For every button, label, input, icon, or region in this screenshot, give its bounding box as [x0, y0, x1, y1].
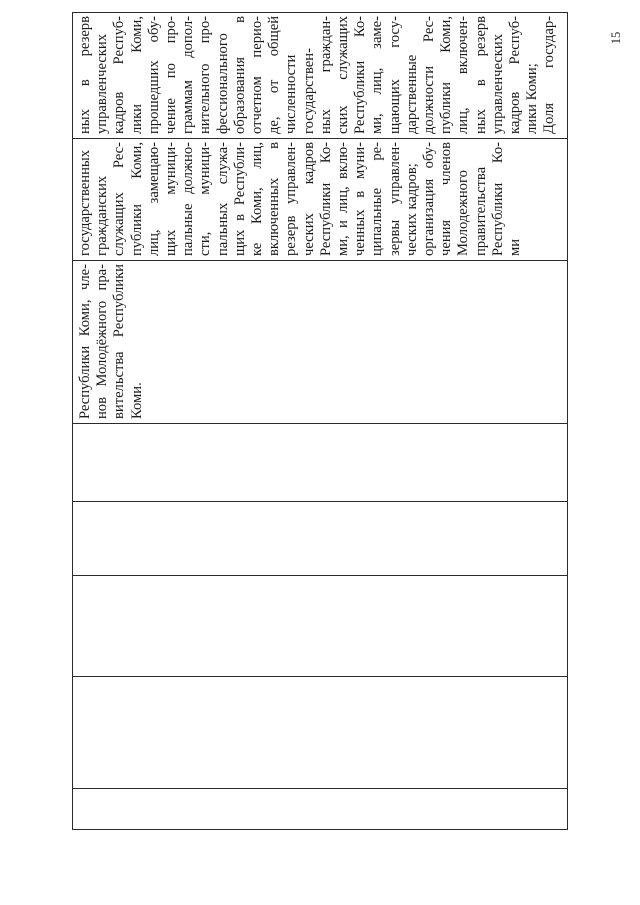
cell-text-line: государствен- — [300, 48, 317, 134]
cell-text-line: ных граждан- — [317, 16, 334, 134]
cell-text-line: Молодежного — [455, 170, 472, 256]
cell-paragraph — [77, 264, 146, 419]
cell-text-line: кадров Респуб- — [111, 16, 128, 134]
cell-text-line: ченных в муни- — [352, 142, 369, 256]
cell-text-line: Республики Ко- — [352, 16, 369, 134]
cell-text-line: щающих госу- — [386, 16, 403, 134]
cell-text-line: Республики Ко- — [489, 142, 506, 256]
table-cell — [73, 789, 567, 829]
cell-text-line: правительства — [472, 166, 489, 256]
cell-text-line: Республики Коми, чле- — [77, 264, 93, 419]
cell-text-line: ми — [507, 238, 524, 256]
cell-text-line: чение по про- — [163, 16, 180, 134]
cell-text-line: должности Рес- — [421, 16, 438, 134]
cell-text-line: управленческих — [489, 33, 506, 134]
cell-text-line: дарственные — [403, 54, 420, 134]
cell-text-line: ных в резерв — [472, 16, 489, 134]
cell-paragraph — [541, 16, 558, 134]
cell-text-line: публики Коми, — [438, 16, 455, 134]
table-cell — [73, 677, 567, 789]
table-cell — [73, 424, 567, 502]
page-number: 15 — [609, 31, 623, 45]
cell-text-line: лиц, включен- — [455, 16, 472, 134]
cell-text-line: образования в — [231, 16, 248, 134]
cell-text-line: ми, и лиц, вклю- — [335, 142, 352, 256]
cell-text-line: отчетном перио- — [249, 16, 266, 134]
cell-paragraph — [421, 142, 524, 256]
cell-text-line: прошедших обу- — [145, 16, 162, 134]
cell-text-line: сти, муници- — [197, 142, 214, 256]
table-cell — [73, 261, 567, 424]
cell-text-line: ципальные ре- — [369, 142, 386, 256]
cell-text-line: ке Коми, лиц, — [249, 142, 266, 256]
cell-text-line: гражданских — [94, 175, 111, 256]
cell-text-line: ных в резерв — [77, 16, 93, 134]
cell-text-line: де, от общей — [266, 16, 283, 134]
table — [72, 12, 568, 830]
cell-text-line: нительного про- — [197, 16, 214, 134]
cell-paragraph — [77, 16, 541, 134]
cell-text-line: государственных — [77, 149, 93, 256]
cell-text-line: щих муници- — [163, 142, 180, 256]
cell-text-line: лики Коми; — [524, 63, 541, 134]
table-cell — [73, 502, 567, 576]
cell-text-line: фессионального — [214, 33, 231, 134]
cell-text-line: вительства Республики — [111, 264, 128, 419]
cell-text-line: Коми. — [128, 382, 145, 419]
cell-text-line: ми, лиц, заме- — [369, 16, 386, 134]
cell-text-line: кадров Респуб- — [507, 16, 524, 134]
cell-text-line: лики Коми, — [128, 16, 145, 134]
cell-text-line: пальные должно- — [180, 142, 197, 256]
cell-text-line: включенных в — [266, 142, 283, 256]
table-cell — [73, 576, 567, 677]
cell-text-line: зервы управлен- — [386, 142, 403, 256]
cell-text-line: численности — [283, 54, 300, 134]
cell-text-line: резерв управлен- — [283, 142, 300, 256]
cell-text-line: служащих Рес- — [111, 142, 128, 256]
cell-text-line: пальных служа- — [214, 142, 231, 256]
cell-text-line: нов Молодёжного пра- — [94, 264, 111, 419]
cell-text-line: ческих кадров; — [403, 163, 420, 256]
cell-text-line: управленческих — [94, 33, 111, 134]
cell-text-line: лиц, замещаю- — [145, 142, 162, 256]
cell-text-line: публики Коми, — [128, 142, 145, 256]
table-cell — [73, 139, 567, 261]
cell-text-line: щих в Республи- — [231, 142, 248, 256]
cell-text-line: организация обу- — [421, 142, 438, 256]
cell-text-line: ских служащих — [335, 16, 352, 134]
cell-text-line: чения членов — [438, 142, 455, 256]
cell-paragraph — [77, 142, 421, 256]
table-cell — [73, 13, 567, 139]
cell-text-line: граммам допол- — [180, 16, 197, 134]
cell-text-line: Доля государ- — [541, 16, 558, 134]
cell-text-line: ческих кадров — [300, 142, 317, 256]
cell-text-line: Республики Ко- — [317, 142, 334, 256]
table-frame — [72, 12, 568, 830]
